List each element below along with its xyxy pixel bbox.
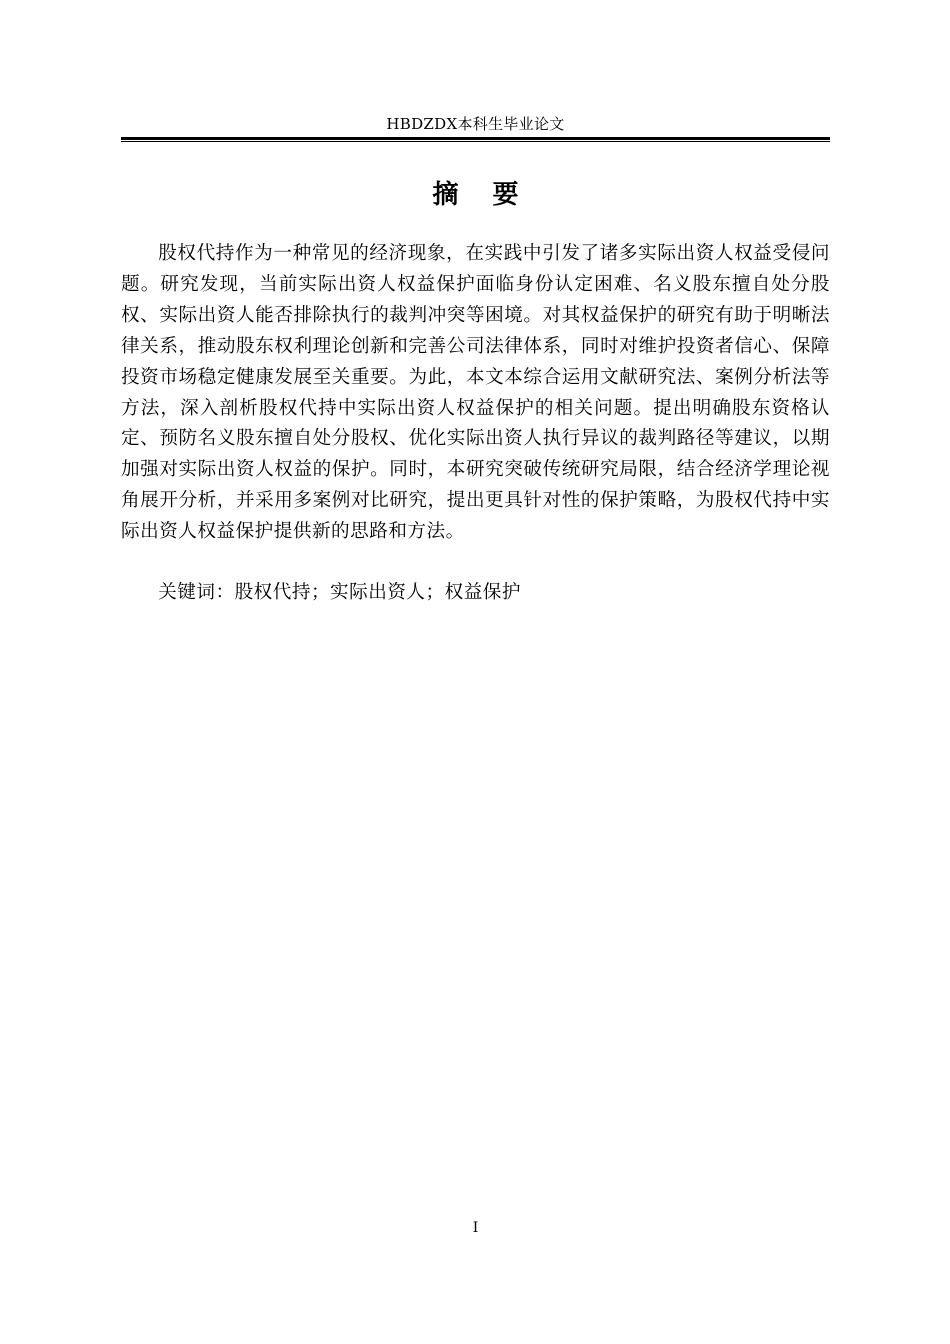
running-header: HBDZDX本科生毕业论文: [386, 115, 565, 133]
abstract-paragraph: 股权代持作为一种常见的经济现象，在实践中引发了诸多实际出资人权益受侵问题。研究发现，当前实际出资人权益保护面临身份认定困难、名义股东擅自处分股权、实际出资人能否排除执行的裁判冲突等困境。对其权益保护的研究有助于明晰法律关系，推动股东权利理论创新和完善公司法律体系，同时对维护投资者信心、保障投资市场稳定健康发展至关重要。为此，本文本综合运用文献研究法、案例分析法等方法，深入剖析股权代持中实际出资人权益保护的相关问题。提出明确股东资格认定、预防名义股东擅自处分股权、优化实际出资人执行异议的裁判路径等建议，以期加强对实际出资人权益的保护。同时，本研究突破传统研究局限，结合经济学理论视角展开分析，并采用多案例对比研究，提出更具针对性的保护策略，为股权代持中实际出资人权益保护提供新的思路和方法。: [121, 243, 830, 543]
page-number: I: [472, 1220, 479, 1236]
abstract-title: [121, 177, 830, 213]
abstract-title-char-1: 摘: [432, 180, 459, 210]
keywords-line: 关键词：股权代持；实际出资人；权益保护: [158, 582, 521, 603]
header-rule-thick: [121, 137, 830, 140]
abstract-title-char-2: 要: [492, 180, 519, 210]
header-rule-thin: [121, 141, 830, 142]
